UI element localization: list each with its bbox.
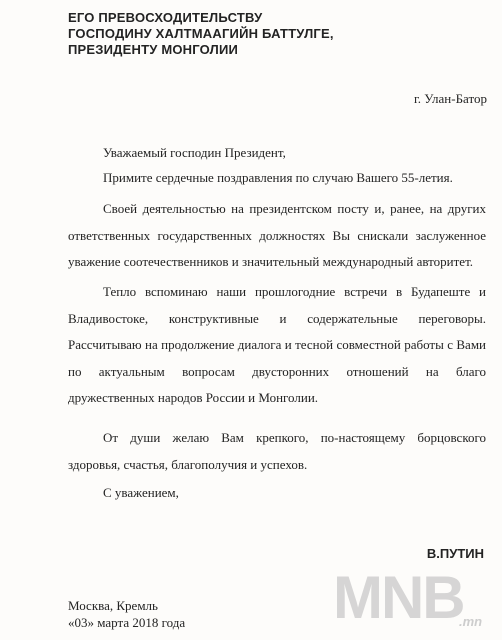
addressee-line: ЕГО ПРЕВОСХОДИТЕЛЬСТВУ [68, 10, 263, 25]
body-paragraph: От души желаю Вам крепкого, по-настоящему борцовского здоровья, счастья, благополучия и успехов. [68, 430, 486, 472]
addressee-block [68, 10, 334, 58]
city-line: г. Улан-Батор [413, 91, 487, 106]
watermark-suffix: .mn [459, 614, 483, 628]
addressee-line: ПРЕЗИДЕНТУ МОНГОЛИИ [68, 42, 239, 57]
place-line: Москва, Кремль [68, 598, 158, 613]
place-and-date [68, 597, 185, 631]
addressee-line: ГОСПОДИНУ ХАЛТМААГИЙН БАТТУЛГЕ, [68, 26, 334, 41]
body-paragraph: Примите сердечные поздравления по случаю Вашего 55-летия. [103, 170, 453, 185]
salutation: Уважаемый господин Президент, [103, 145, 286, 160]
date-line: «03» марта 2018 года [68, 615, 186, 630]
signature: В.ПУТИН [426, 546, 484, 561]
body-paragraph: Своей деятельностью на президентском посту и, ранее, на других ответственных государственных должностях Вы снискали заслуженное уважение соотечественников и значительный международный авторитет. [68, 201, 486, 269]
mnb-watermark-logo [331, 566, 496, 628]
body-paragraph: Тепло вспоминаю наши прошлогодние встречи в Будапеште и Владивостоке, конструктивные и содержательные переговоры. Рассчитываю на продолжение диалога и тесной совместной работы с Вами по актуальным вопросам двусторонних отношений на благо дружественных народов России и Монголии. [68, 284, 486, 405]
watermark-brand: MNB [333, 566, 464, 628]
closing-line: С уважением, [103, 485, 179, 500]
